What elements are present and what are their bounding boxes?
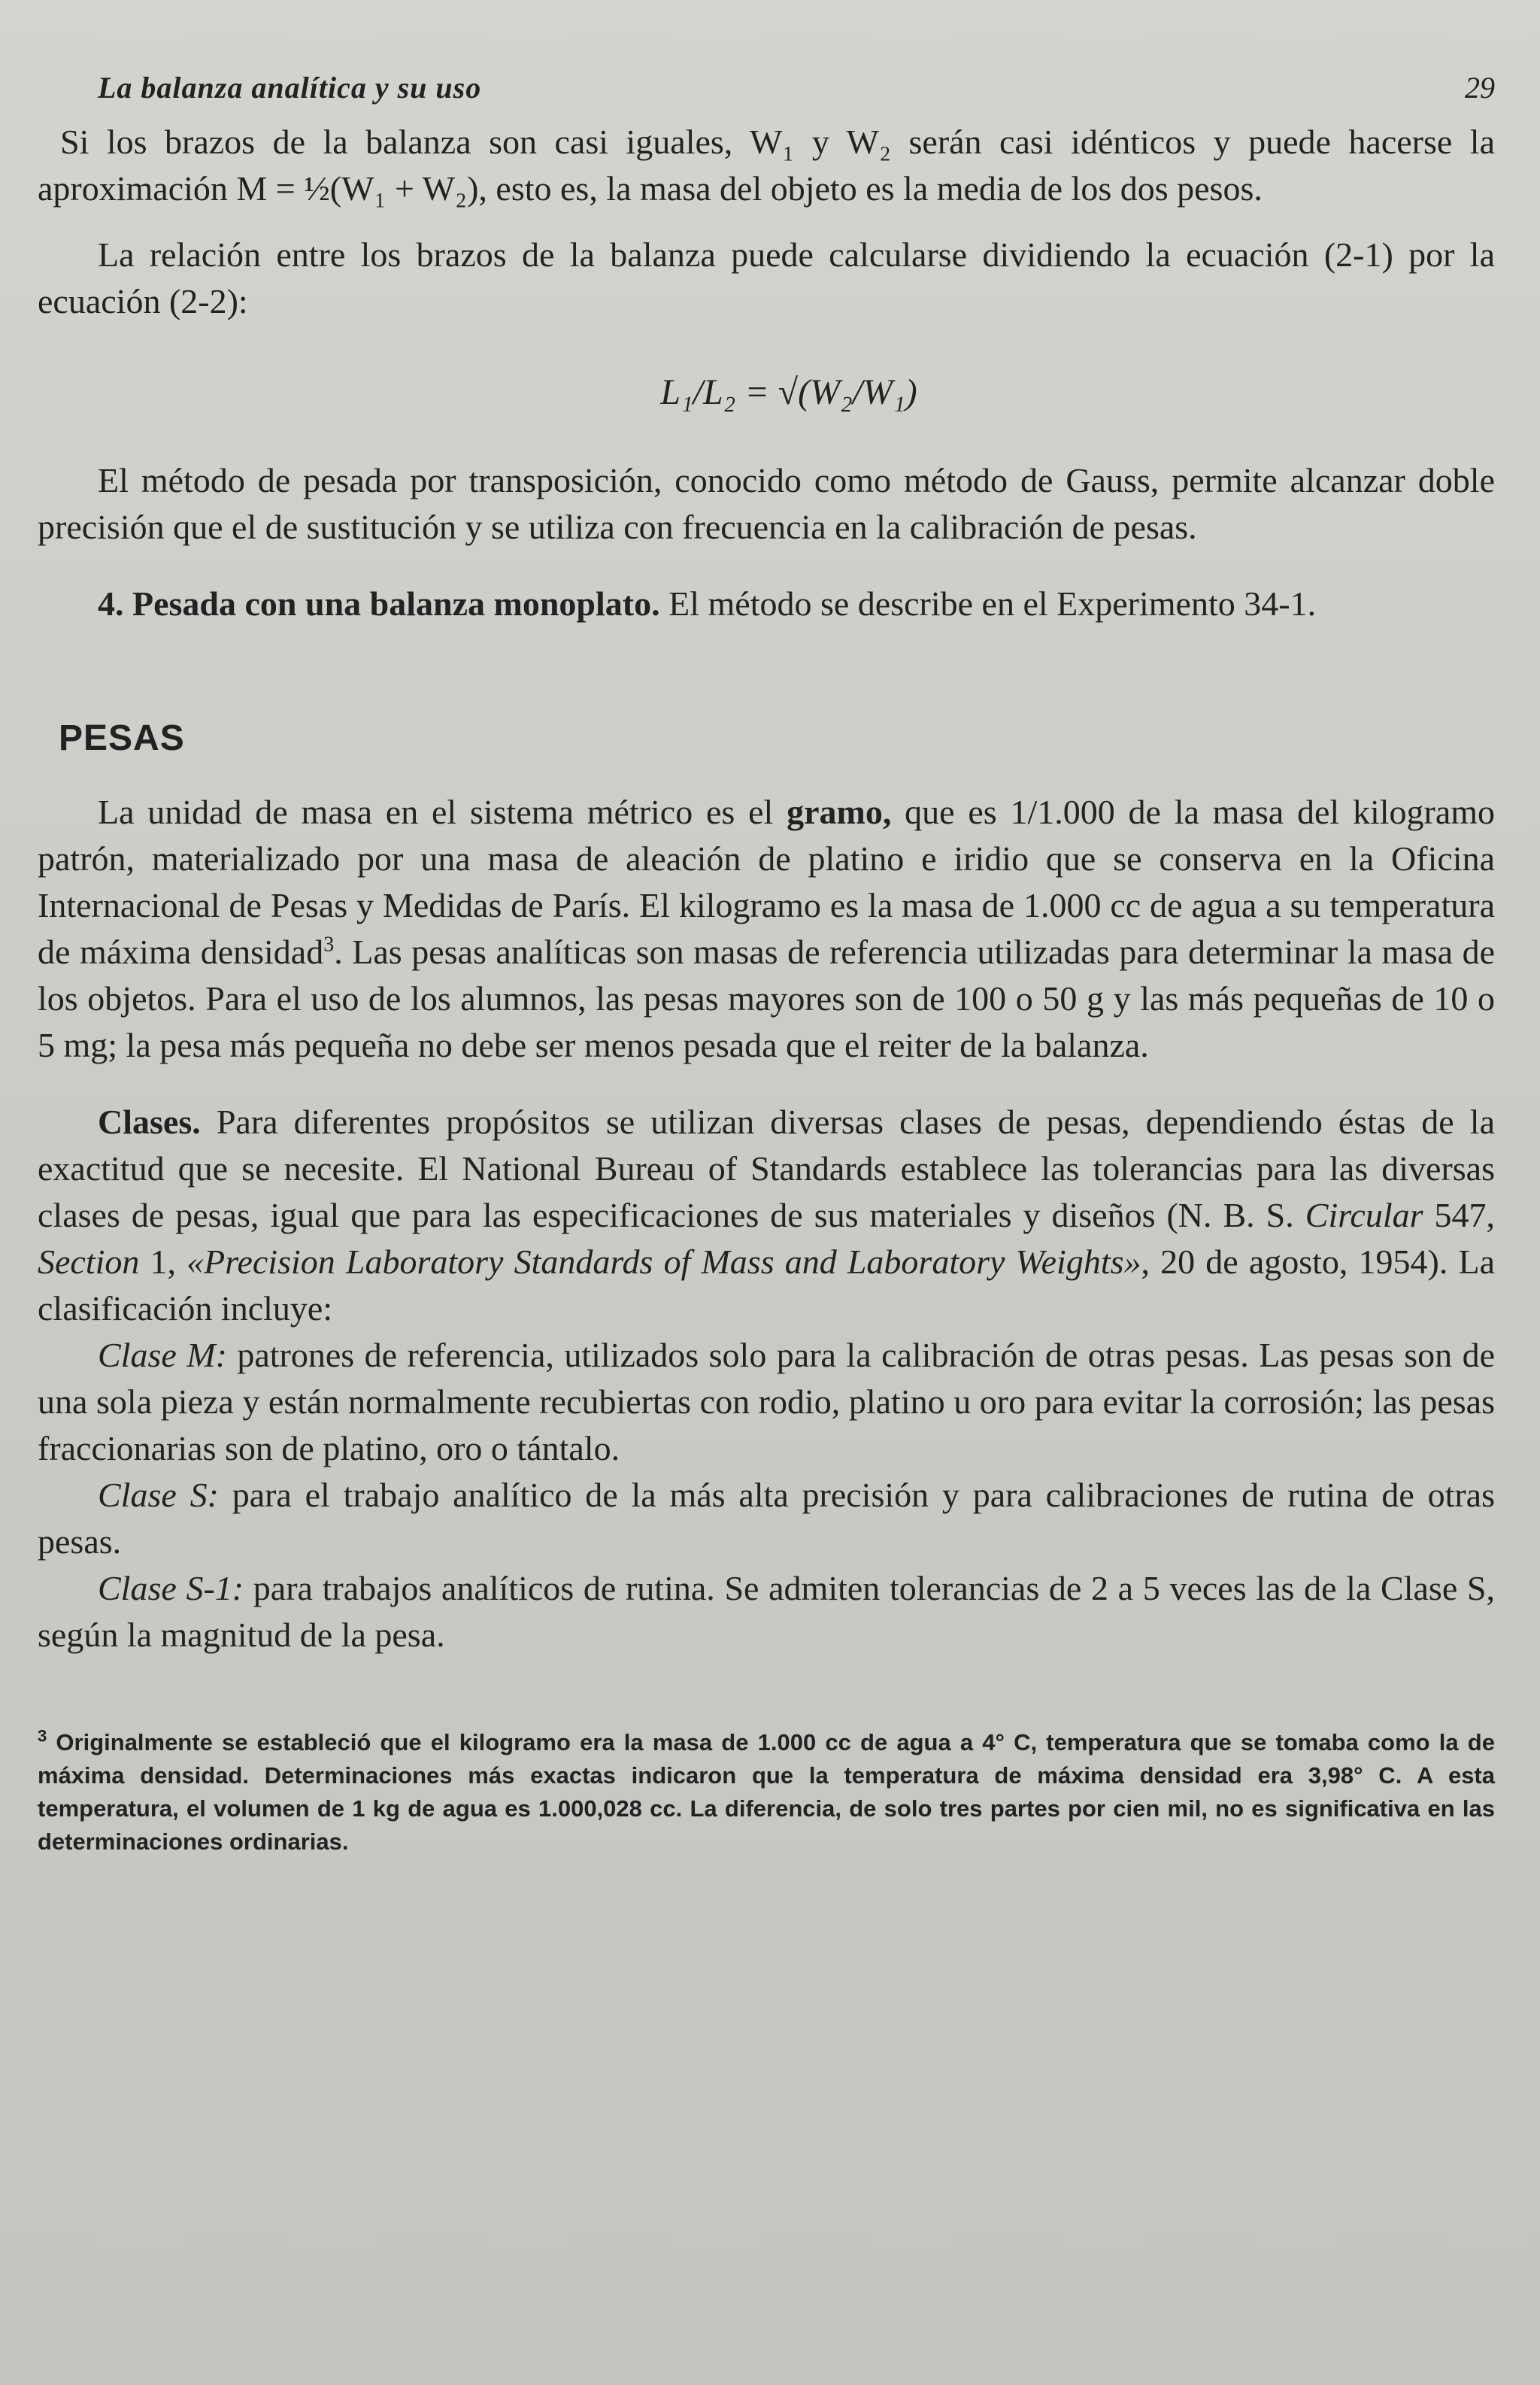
paragraph-classes	[38, 1099, 1495, 1332]
running-head: La balanza analítica y su uso	[98, 71, 482, 105]
paragraph-arm-ratio: La relación entre los brazos de la balanza puede calcularse dividiendo la ecuación (2-1) por la ecuación (2-2):	[38, 235, 1495, 320]
classes-heading: Clases.	[98, 1103, 201, 1141]
paragraph-clase-m	[38, 1332, 1495, 1472]
monoplato-heading: 4. Pesada con una balanza monoplato.	[98, 584, 660, 623]
classes-italic-circular: Circular	[1305, 1196, 1423, 1234]
mass-unit-text-a: La unidad de masa en el sistema métrico es el	[98, 793, 774, 831]
paragraph-clase-s1	[38, 1565, 1495, 1658]
clase-s1-label: Clase S-1:	[98, 1569, 244, 1607]
classes-text-b: 547,	[1434, 1196, 1496, 1234]
classes-text-a: Para diferentes propósitos se utilizan diversas clases de pesas, dependiendo éstas de la exactitud que se necesite. El National Bureau of Standards establece las tolerancias para las diversas clases de pesas, igual que para las especificaciones de sus materiales y diseños (N. B. S.	[38, 1103, 1496, 1234]
mass-unit-text-b: que es 1/1.000 de la masa del kilogramo patrón, materializado por una masa de aleación de platino e iridio que se conserva en la Oficina Internacional de Pesas y Medidas de París. El kilogramo es la masa de 1.000 cc de agua a su temperatura de máxima densidad	[38, 793, 1496, 971]
classes-italic-title: «Precision Laboratory Standards of Mass and Laboratory Weights»	[186, 1243, 1141, 1281]
mass-unit-text-c: . Las pesas analíticas son masas de referencia utilizadas para determinar la masa de los objetos. Para el uso de los alumnos, las pesas mayores son de 100 o 50 g y las más pequeñas de 10 o 5 mg; la pesa más pequeña no debe ser menos pesada que el reiter de la balanza.	[38, 933, 1495, 1064]
paragraph-monoplato	[38, 581, 1495, 627]
clase-s-text: para el trabajo analítico de la más alta precisión y para calibraciones de rutina de otras pesas.	[38, 1476, 1495, 1561]
classes-italic-section: Section	[38, 1243, 140, 1281]
clase-m-text: patrones de referencia, utilizados solo para la calibración de otras pesas. Las pesas son de una sola pieza y están normalmente recubiertas con rodio, platino u oro para evitar la corrosión; las pesas fraccionarias son de platino, oro o tántalo.	[38, 1336, 1495, 1467]
section-heading: PESAS	[59, 718, 185, 758]
paragraph-mass-unit	[38, 789, 1495, 1069]
footnote-mark: 3	[38, 1726, 47, 1746]
classes-text-d: , 20 de agosto, 1954). La clasificación incluye:	[38, 1243, 1495, 1328]
footnote-ref: 3	[323, 933, 335, 957]
clase-s-label: Clase S:	[98, 1476, 219, 1514]
footnote	[38, 1726, 1495, 1859]
footnote-text: Originalmente se estableció que el kilogramo era la masa de 1.000 cc de agua a 4° C, temperatura que se tomaba como la de máxima densidad. Determinaciones más exactas indicaron que la temperatura de máxima densidad era 3,98° C. A esta temperatura, el volumen de 1 kg de agua es 1.000,028 cc. La diferencia, de solo tres partes por cien mil, no es significativa en las determinaciones ordinarias.	[38, 1729, 1495, 1855]
monoplato-text: El método se describe en el Experimento 34-1.	[668, 584, 1317, 623]
formula-arm-ratio: L₁/L₂ = √(W₂/W₁)	[660, 372, 917, 412]
clase-s1-text: para trabajos analíticos de rutina. Se admiten tolerancias de 2 a 5 veces las de la Clase S, según la magnitud de la pesa.	[38, 1569, 1496, 1654]
page-number: 29	[1465, 71, 1495, 105]
paragraph-transposition: El método de pesada por transposición, conocido como método de Gauss, permite alcanzar doble precisión que el de sustitución y se utiliza con frecuencia en la calibración de pesas.	[38, 461, 1495, 546]
paragraph-approximation: Si los brazos de la balanza son casi iguales, W₁ y W₂ serán casi idénticos y puede hacerse la aproximación M = ½(W₁ + W₂), esto es, la masa del objeto es la media de los dos pesos.	[38, 123, 1495, 208]
clase-m-label: Clase M:	[98, 1336, 227, 1374]
term-gramo: gramo,	[787, 793, 892, 831]
page-header	[98, 41, 1495, 105]
paragraph-clase-s	[38, 1472, 1495, 1565]
classes-text-c: 1,	[150, 1243, 177, 1281]
